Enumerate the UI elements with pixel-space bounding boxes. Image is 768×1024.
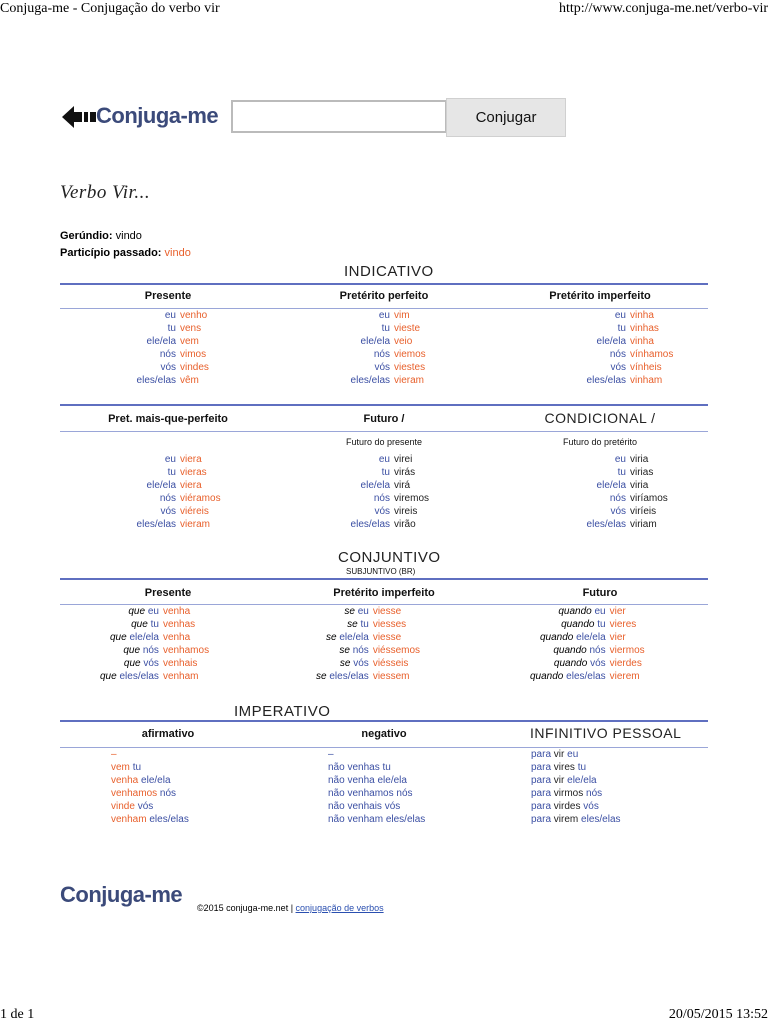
- verb-form: virão: [394, 519, 416, 530]
- conjugation-row: [330, 309, 426, 322]
- conjugation-row: [566, 374, 673, 387]
- verb-form: viéramos: [180, 493, 221, 504]
- verb-form: vem: [180, 336, 199, 347]
- pronoun: tu: [577, 762, 587, 773]
- pronoun: eles/elas: [350, 519, 390, 530]
- conjugation-row: [116, 505, 221, 518]
- conjugation-row: [566, 492, 668, 505]
- conjugation-row: [566, 505, 668, 518]
- verb-form: viria: [630, 454, 649, 465]
- verb-form: viermos: [609, 645, 645, 656]
- conjugation-row: [566, 453, 668, 466]
- pronoun: tu: [150, 619, 159, 630]
- col-perfeito: Pretérito perfeito: [339, 290, 429, 302]
- conjunction: quando: [558, 606, 592, 617]
- subjunctive-prefix: [530, 657, 606, 670]
- pronoun: vós: [590, 658, 606, 669]
- verb-form: viemos: [394, 349, 426, 360]
- subjunctive-prefix: [316, 670, 369, 683]
- pronoun: nós: [142, 645, 159, 656]
- gerund-value: vindo: [115, 230, 142, 242]
- pronoun: eles/elas: [586, 375, 626, 386]
- conjugation-row: [566, 361, 673, 374]
- verb-form: veio: [394, 336, 413, 347]
- verb-form: venha: [111, 775, 139, 786]
- conjugation-row: [116, 453, 221, 466]
- verb-form: vinha: [630, 336, 654, 347]
- pronoun: vós: [160, 362, 176, 373]
- conjunction: que: [123, 658, 141, 669]
- conjugation-row: [116, 466, 221, 479]
- subjunctive-prefix: [100, 631, 159, 644]
- subjunctive-prefix: [530, 618, 606, 631]
- conjuntivo-heading: CONJUNTIVO: [338, 549, 441, 566]
- conjugation-row: [116, 348, 209, 361]
- subjunctive-prefix: [316, 631, 369, 644]
- logo-text: Conjuga-me: [96, 103, 219, 128]
- infinitive-row: [531, 748, 621, 761]
- conjugation-row: [116, 309, 209, 322]
- conjunction: se: [347, 619, 358, 630]
- conjuntivo-subtitle: SUBJUNTIVO (BR): [346, 567, 416, 576]
- verb-form: não venham: [328, 814, 384, 825]
- preposition: para: [531, 814, 552, 825]
- pronoun: tu: [167, 323, 176, 334]
- conjugation-row: [566, 466, 668, 479]
- verb-form: viria: [630, 480, 649, 491]
- conjunction: quando: [540, 632, 574, 643]
- conj-indicativo-imperfeito: [566, 309, 673, 387]
- verb-form: venham: [111, 814, 147, 825]
- verb-form: vinhas: [630, 323, 659, 334]
- verb-form: venhais: [162, 658, 198, 669]
- imperative-row: [111, 761, 189, 774]
- imperative-row: [111, 774, 189, 787]
- conjugation-row: [330, 492, 429, 505]
- pronoun: tu: [381, 323, 390, 334]
- verb-form: vier: [609, 632, 626, 643]
- conj-conjuntivo-presente: [100, 605, 209, 683]
- verb-form: vinde: [111, 801, 135, 812]
- pronoun: nós: [352, 645, 369, 656]
- pronoun: eles/elas: [119, 671, 159, 682]
- subjunctive-prefix: [100, 605, 159, 618]
- conj-conjuntivo-futuro: [530, 605, 645, 683]
- verb-form: vierdes: [609, 658, 642, 669]
- verb-form: viríamos: [630, 493, 668, 504]
- verb-form: viesses: [372, 619, 407, 630]
- pronoun: eles/elas: [149, 814, 189, 825]
- imperative-row: [328, 787, 425, 800]
- conj-indicativo-futuro: [330, 453, 429, 531]
- conjugation-row: [330, 479, 429, 492]
- preposition: para: [531, 788, 552, 799]
- verb-form: viesse: [372, 606, 402, 617]
- conjugation-row: [566, 335, 673, 348]
- conjugation-row: [116, 335, 209, 348]
- conjunction: que: [123, 645, 141, 656]
- verb-form: virei: [394, 454, 413, 465]
- subjunctive-prefix: [316, 618, 369, 631]
- conjugation-row: [116, 492, 221, 505]
- conjugation-row: [116, 361, 209, 374]
- pronoun: nós: [589, 645, 606, 656]
- pronoun: nós: [396, 788, 413, 799]
- pronoun: tu: [132, 762, 142, 773]
- conjunction: que: [128, 606, 146, 617]
- pronoun: nós: [159, 493, 176, 504]
- imperative-row: [111, 787, 189, 800]
- subjunctive-prefix: [100, 644, 159, 657]
- participle-value: vindo: [164, 247, 191, 259]
- conjugation-row: [330, 361, 426, 374]
- imperativo-heading: IMPERATIVO: [234, 703, 331, 720]
- divider: [60, 404, 708, 406]
- pronoun: tu: [360, 619, 369, 630]
- pronoun: eu: [357, 606, 369, 617]
- conjunction: que: [110, 632, 127, 643]
- conjugation-row: [330, 466, 429, 479]
- pronoun: ele/ela: [129, 632, 159, 643]
- pronoun: eles/elas: [329, 671, 369, 682]
- subjunctive-prefix: [530, 644, 606, 657]
- divider: [60, 283, 708, 285]
- col-imperfeito: Pretérito imperfeito: [549, 290, 651, 302]
- gerund-label: Gerúndio:: [60, 230, 113, 242]
- pronoun: ele/ela: [377, 775, 407, 786]
- pronoun: nós: [609, 349, 626, 360]
- conjugation-row: [566, 479, 668, 492]
- pronoun: tu: [167, 467, 176, 478]
- conjunction: que: [100, 671, 117, 682]
- verb-form: vinham: [630, 375, 663, 386]
- conjugation-row: [330, 322, 426, 335]
- verb-form: vieram: [180, 519, 211, 530]
- indicativo-heading: INDICATIVO: [344, 263, 434, 280]
- conjugar-button[interactable]: Conjugar: [446, 98, 566, 137]
- verb-form: vêm: [180, 375, 199, 386]
- pronoun: vós: [374, 506, 390, 517]
- verb-form: vimos: [180, 349, 207, 360]
- pronoun: ele/ela: [141, 775, 171, 786]
- pronoun: eu: [164, 454, 176, 465]
- verb-form: vierem: [609, 671, 640, 682]
- conjugation-row: [116, 374, 209, 387]
- col-presente: Presente: [144, 290, 192, 302]
- search-input[interactable]: [231, 100, 447, 133]
- subjunctive-prefix: [530, 631, 606, 644]
- infinitivo-heading: INFINITIVO PESSOAL: [530, 725, 682, 741]
- verb-form: viéssemos: [372, 645, 421, 656]
- verb-form: viremos: [394, 493, 430, 504]
- footer-logo[interactable]: Conjuga-me: [60, 882, 183, 907]
- conjugation-row: [330, 518, 429, 531]
- pronoun: eles/elas: [350, 375, 390, 386]
- verb-form: virás: [394, 467, 416, 478]
- pronoun: eles/elas: [581, 814, 621, 825]
- verb-form: viésseis: [372, 658, 409, 669]
- subjunctive-prefix: [100, 657, 159, 670]
- verb-form: vínheis: [630, 362, 662, 373]
- conjugation-row: [566, 322, 673, 335]
- verb-form: não venha: [328, 775, 375, 786]
- imperative-row: [328, 774, 425, 787]
- pronoun: ele/ela: [360, 480, 390, 491]
- col-conj-futuro: Futuro: [582, 587, 618, 599]
- col-conj-imperfeito: Pretérito imperfeito: [333, 587, 435, 599]
- verb-form: venhamos: [111, 788, 158, 799]
- footer-copyright: ©2015 conjuga-me.net |: [197, 903, 294, 913]
- preposition: para: [531, 801, 552, 812]
- conjunction: se: [326, 632, 337, 643]
- conjunction: quando: [553, 658, 588, 669]
- pronoun: eu: [378, 310, 390, 321]
- verb-form: vinha: [630, 310, 654, 321]
- col-conj-presente: Presente: [144, 587, 192, 599]
- conj-indicativo-condicional: [566, 453, 668, 531]
- pronoun: vós: [610, 506, 626, 517]
- pronoun: tu: [617, 467, 626, 478]
- conjugation-row: [566, 518, 668, 531]
- verb-form: viera: [180, 454, 202, 465]
- pronoun: vós: [143, 658, 159, 669]
- imperative-row: [111, 748, 189, 761]
- imperative-row: [328, 813, 425, 826]
- verb-form: venhas: [162, 619, 196, 630]
- conjunction: que: [131, 619, 148, 630]
- verb-form: virem: [553, 814, 579, 825]
- subjunctive-prefix: [530, 670, 606, 683]
- pronoun: ele/ela: [596, 480, 626, 491]
- verb-form: vieram: [394, 375, 425, 386]
- conjugation-row: [116, 322, 209, 335]
- back-arrow-icon: [62, 103, 98, 131]
- verb-form: viéreis: [180, 506, 209, 517]
- pronoun: vós: [137, 801, 154, 812]
- imperative-row: [111, 800, 189, 813]
- pronoun: eu: [378, 454, 390, 465]
- pronoun: eles/elas: [586, 519, 626, 530]
- pronoun: nós: [373, 493, 390, 504]
- verb-form: viríeis: [630, 506, 657, 517]
- pronoun: vós: [583, 801, 599, 812]
- conjunction: se: [339, 645, 350, 656]
- pronoun: nós: [609, 493, 626, 504]
- verb-form: venha: [162, 632, 191, 643]
- verb-form: venho: [180, 310, 208, 321]
- col-condicional: CONDICIONAL /: [544, 410, 656, 426]
- subjunctive-prefix: [530, 605, 606, 618]
- verb-form: vieras: [180, 467, 207, 478]
- verb-form: venhamos: [162, 645, 210, 656]
- footer-link[interactable]: conjugação de verbos: [295, 903, 384, 913]
- verb-form: não venhais: [328, 801, 382, 812]
- pronoun: ele/ela: [146, 336, 176, 347]
- conjugation-row: [330, 335, 426, 348]
- pronoun: ele/ela: [360, 336, 390, 347]
- conjugation-row: [566, 348, 673, 361]
- conj-indicativo-perfeito: [330, 309, 426, 387]
- infinitivo-list: [531, 748, 621, 826]
- conjugation-row: [330, 374, 426, 387]
- verb-form: viesse: [372, 632, 402, 643]
- pronoun: eu: [614, 454, 626, 465]
- gerund-line: [60, 230, 142, 242]
- imperative-row: [111, 813, 189, 826]
- col-mais-que-perfeito: Pret. mais-que-perfeito: [108, 413, 228, 425]
- conjugation-row: [330, 348, 426, 361]
- infinitive-row: [531, 787, 621, 800]
- pronoun: eu: [147, 606, 159, 617]
- pronoun: tu: [597, 619, 606, 630]
- conjunction: se: [339, 658, 351, 669]
- conjugation-row: [566, 309, 673, 322]
- preposition: para: [531, 762, 552, 773]
- pronoun: ele/ela: [596, 336, 626, 347]
- print-url: http://www.conjuga-me.net/verbo-vir: [558, 1, 768, 16]
- pronoun: vós: [384, 801, 401, 812]
- verb-form: não venhamos: [328, 788, 394, 799]
- verb-form: venha: [162, 606, 191, 617]
- verb-form: viessem: [372, 671, 410, 682]
- pronoun: ele/ela: [576, 632, 606, 643]
- verb-form: vem: [111, 762, 130, 773]
- conj-indicativo-mais-que-perfeito: [116, 453, 221, 531]
- pronoun: ele/ela: [146, 480, 176, 491]
- verb-form: vieres: [609, 619, 637, 630]
- verb-form: vindes: [180, 362, 209, 373]
- pronoun: eles/elas: [566, 671, 606, 682]
- conj-conjuntivo-imperfeito: [316, 605, 420, 683]
- verb-form: não venhas: [328, 762, 380, 773]
- pronoun: vós: [610, 362, 626, 373]
- pronoun: tu: [617, 323, 626, 334]
- verb-form: viestes: [394, 362, 426, 373]
- verb-form: virá: [394, 480, 411, 491]
- subjunctive-prefix: [100, 618, 159, 631]
- pronoun: vós: [374, 362, 390, 373]
- conjunction: se: [316, 671, 327, 682]
- pronoun: tu: [381, 467, 390, 478]
- verb-form: viriam: [630, 519, 657, 530]
- conjunction: quando: [561, 619, 595, 630]
- conjunction: quando: [530, 671, 564, 682]
- infinitive-row: [531, 761, 621, 774]
- print-title: Conjuga-me - Conjugação do verbo vir: [0, 1, 220, 16]
- pronoun: nós: [159, 788, 177, 799]
- conjugation-row: [330, 505, 429, 518]
- conjugation-row: [116, 479, 221, 492]
- pronoun: ele/ela: [339, 632, 369, 643]
- print-datetime: 20/05/2015 13:52: [668, 1007, 768, 1022]
- pronoun: eu: [567, 749, 579, 760]
- verb-form: vens: [180, 323, 202, 334]
- verb-form: vim: [394, 310, 410, 321]
- verb-form: vieste: [394, 323, 421, 334]
- pronoun: eles/elas: [385, 814, 426, 825]
- verb-form: vir: [553, 749, 565, 760]
- verb-form: vires: [553, 762, 575, 773]
- col-futuro: Futuro /: [363, 413, 405, 425]
- conjugation-row: [116, 518, 221, 531]
- verb-title: Verbo Vir...: [60, 182, 151, 203]
- col-negativo: negativo: [361, 728, 407, 740]
- conjunction: quando: [553, 645, 587, 656]
- imperative-row: [328, 800, 425, 813]
- condicional-subtitle: Futuro do pretérito: [562, 437, 638, 447]
- divider: [60, 720, 708, 722]
- verb-form: vir: [553, 775, 565, 786]
- verb-form: virdes: [553, 801, 581, 812]
- verb-form: vier: [609, 606, 626, 617]
- participle-label: Particípio passado:: [60, 247, 162, 259]
- pronoun: vós: [353, 658, 369, 669]
- subjunctive-prefix: [100, 670, 159, 683]
- pronoun: ele/ela: [567, 775, 597, 786]
- print-page: 1 de 1: [0, 1007, 35, 1022]
- conjugation-row: [330, 453, 429, 466]
- conj-indicativo-presente: [116, 309, 209, 387]
- infinitive-row: [531, 774, 621, 787]
- verb-form: vireis: [394, 506, 418, 517]
- col-afirmativo: afirmativo: [141, 728, 195, 740]
- imperativo-afirmativo-list: [111, 748, 189, 826]
- pronoun: eu: [164, 310, 176, 321]
- preposition: para: [531, 775, 552, 786]
- pronoun: eles/elas: [136, 375, 176, 386]
- verb-form: virias: [630, 467, 654, 478]
- pronoun: nós: [373, 349, 390, 360]
- imperative-row: [328, 748, 425, 761]
- preposition: para: [531, 749, 552, 760]
- pronoun: vós: [160, 506, 176, 517]
- pronoun: eu: [614, 310, 626, 321]
- imperative-row: [328, 761, 425, 774]
- subjunctive-prefix: [316, 605, 369, 618]
- verb-form: –: [328, 749, 334, 760]
- verb-form: viera: [180, 480, 202, 491]
- footer-text: [197, 903, 384, 913]
- pronoun: eles/elas: [136, 519, 176, 530]
- subjunctive-prefix: [316, 657, 369, 670]
- conjunction: se: [344, 606, 355, 617]
- participle-line: [60, 247, 191, 259]
- pronoun: tu: [382, 762, 391, 773]
- infinitive-row: [531, 813, 621, 826]
- verb-form: vínhamos: [630, 349, 674, 360]
- subjunctive-prefix: [316, 644, 369, 657]
- divider: [60, 578, 708, 580]
- verb-form: virmos: [553, 788, 584, 799]
- futuro-subtitle: Futuro do presente: [345, 437, 423, 447]
- infinitive-row: [531, 800, 621, 813]
- verb-form: venham: [162, 671, 199, 682]
- pronoun: eu: [594, 606, 606, 617]
- pronoun: nós: [586, 788, 603, 799]
- verb-form: –: [111, 749, 117, 760]
- pronoun: nós: [159, 349, 176, 360]
- imperativo-negativo-list: [328, 748, 425, 826]
- divider: [60, 431, 708, 432]
